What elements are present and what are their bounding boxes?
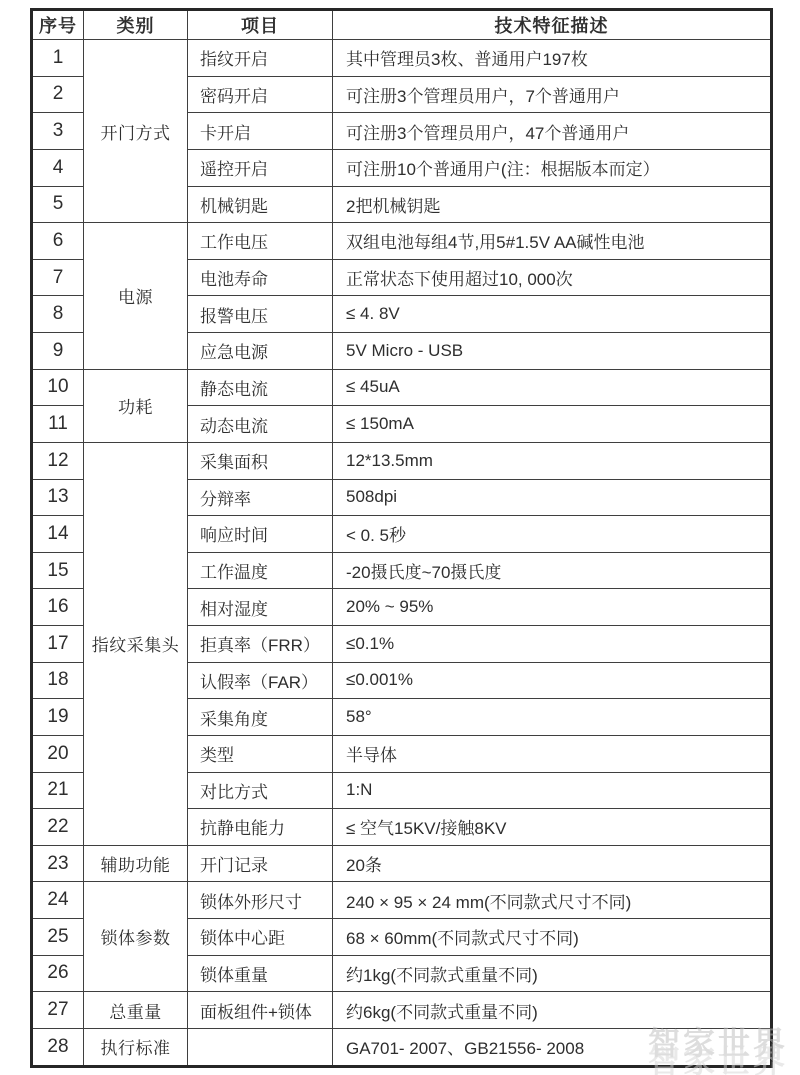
row-no: 9 — [32, 333, 84, 370]
row-item: 类型 — [188, 735, 333, 772]
row-no: 21 — [32, 772, 84, 809]
row-item: 工作电压 — [188, 223, 333, 260]
row-item: 采集面积 — [188, 442, 333, 479]
row-item: 机械钥匙 — [188, 186, 333, 223]
table-header-row — [32, 10, 772, 40]
col-header-description: 技术特征描述 — [333, 10, 772, 40]
row-description: 5V Micro - USB — [333, 333, 772, 370]
row-description: 12*13.5mm — [333, 442, 772, 479]
row-item: 密码开启 — [188, 76, 333, 113]
row-category: 锁体参数 — [84, 882, 188, 992]
row-no: 26 — [32, 955, 84, 992]
row-no: 25 — [32, 919, 84, 956]
row-no: 1 — [32, 40, 84, 77]
row-item: 开门记录 — [188, 845, 333, 882]
row-item: 电池寿命 — [188, 259, 333, 296]
row-description: -20摄氏度~70摄氏度 — [333, 552, 772, 589]
table-row — [32, 369, 772, 406]
row-description: 58° — [333, 699, 772, 736]
table-row — [32, 845, 772, 882]
row-item: 工作温度 — [188, 552, 333, 589]
row-no: 14 — [32, 516, 84, 553]
row-no: 2 — [32, 76, 84, 113]
row-no: 13 — [32, 479, 84, 516]
row-item — [188, 1028, 333, 1066]
row-item: 相对湿度 — [188, 589, 333, 626]
row-no: 5 — [32, 186, 84, 223]
row-item: 锁体重量 — [188, 955, 333, 992]
row-description: 正常状态下使用超过10, 000次 — [333, 259, 772, 296]
row-category: 执行标准 — [84, 1028, 188, 1066]
row-description: ≤ 4. 8V — [333, 296, 772, 333]
row-category: 功耗 — [84, 369, 188, 442]
row-no: 16 — [32, 589, 84, 626]
row-description: 20条 — [333, 845, 772, 882]
row-item: 对比方式 — [188, 772, 333, 809]
row-description: ≤0.1% — [333, 626, 772, 663]
row-no: 10 — [32, 369, 84, 406]
col-header-category: 类别 — [84, 10, 188, 40]
row-description: 68 × 60mm(不同款式尺寸不同) — [333, 919, 772, 956]
row-item: 面板组件+锁体 — [188, 992, 333, 1029]
row-no: 28 — [32, 1028, 84, 1066]
row-item: 报警电压 — [188, 296, 333, 333]
row-no: 4 — [32, 149, 84, 186]
row-description: < 0. 5秒 — [333, 516, 772, 553]
col-header-item: 项目 — [188, 10, 333, 40]
row-no: 12 — [32, 442, 84, 479]
row-item: 锁体外形尺寸 — [188, 882, 333, 919]
row-item: 拒真率（FRR） — [188, 626, 333, 663]
row-category: 电源 — [84, 223, 188, 370]
row-item: 认假率（FAR） — [188, 662, 333, 699]
row-item: 应急电源 — [188, 333, 333, 370]
row-category: 总重量 — [84, 992, 188, 1029]
row-description: 508dpi — [333, 479, 772, 516]
row-description: 半导体 — [333, 735, 772, 772]
row-description: ≤ 150mA — [333, 406, 772, 443]
row-no: 27 — [32, 992, 84, 1029]
row-description: ≤ 45uA — [333, 369, 772, 406]
row-description: 1:N — [333, 772, 772, 809]
row-category: 辅助功能 — [84, 845, 188, 882]
spec-table — [30, 8, 773, 1068]
row-category: 指纹采集头 — [84, 442, 188, 845]
row-description: 可注册3个管理员用户，7个普通用户 — [333, 76, 772, 113]
row-no: 24 — [32, 882, 84, 919]
row-description: ≤ 空气15KV/接触8KV — [333, 809, 772, 846]
table-row — [32, 1028, 772, 1066]
row-item: 响应时间 — [188, 516, 333, 553]
row-item: 抗静电能力 — [188, 809, 333, 846]
row-no: 20 — [32, 735, 84, 772]
row-description: 双组电池每组4节,用5#1.5V AA碱性电池 — [333, 223, 772, 260]
row-description: 其中管理员3枚、普通用户197枚 — [333, 40, 772, 77]
row-description: ≤0.001% — [333, 662, 772, 699]
row-item: 锁体中心距 — [188, 919, 333, 956]
watermark: 智家世界 — [648, 1025, 789, 1061]
row-item: 分辩率 — [188, 479, 333, 516]
row-no: 6 — [32, 223, 84, 260]
col-header-no: 序号 — [32, 10, 84, 40]
row-item: 采集角度 — [188, 699, 333, 736]
row-no: 18 — [32, 662, 84, 699]
row-item: 卡开启 — [188, 113, 333, 150]
row-description: 可注册3个管理员用户，47个普通用户 — [333, 113, 772, 150]
row-item: 指纹开启 — [188, 40, 333, 77]
row-no: 3 — [32, 113, 84, 150]
row-item: 遥控开启 — [188, 149, 333, 186]
row-description: 约1kg(不同款式重量不同) — [333, 955, 772, 992]
table-row — [32, 442, 772, 479]
row-description: 约6kg(不同款式重量不同) — [333, 992, 772, 1029]
table-row — [32, 992, 772, 1029]
table-row — [32, 40, 772, 77]
row-no: 11 — [32, 406, 84, 443]
table-row — [32, 223, 772, 260]
row-no: 7 — [32, 259, 84, 296]
row-description: 20% ~ 95% — [333, 589, 772, 626]
row-no: 17 — [32, 626, 84, 663]
row-no: 8 — [32, 296, 84, 333]
row-description: 240 × 95 × 24 mm(不同款式尺寸不同) — [333, 882, 772, 919]
table-row — [32, 882, 772, 919]
row-category: 开门方式 — [84, 40, 188, 223]
row-no: 15 — [32, 552, 84, 589]
row-description: 可注册10个普通用户(注：根据版本而定） — [333, 149, 772, 186]
row-description: 2把机械钥匙 — [333, 186, 772, 223]
row-no: 19 — [32, 699, 84, 736]
row-item: 动态电流 — [188, 406, 333, 443]
row-item: 静态电流 — [188, 369, 333, 406]
row-description: GA701- 2007、GB21556- 2008 — [333, 1028, 772, 1066]
row-no: 22 — [32, 809, 84, 846]
row-no: 23 — [32, 845, 84, 882]
